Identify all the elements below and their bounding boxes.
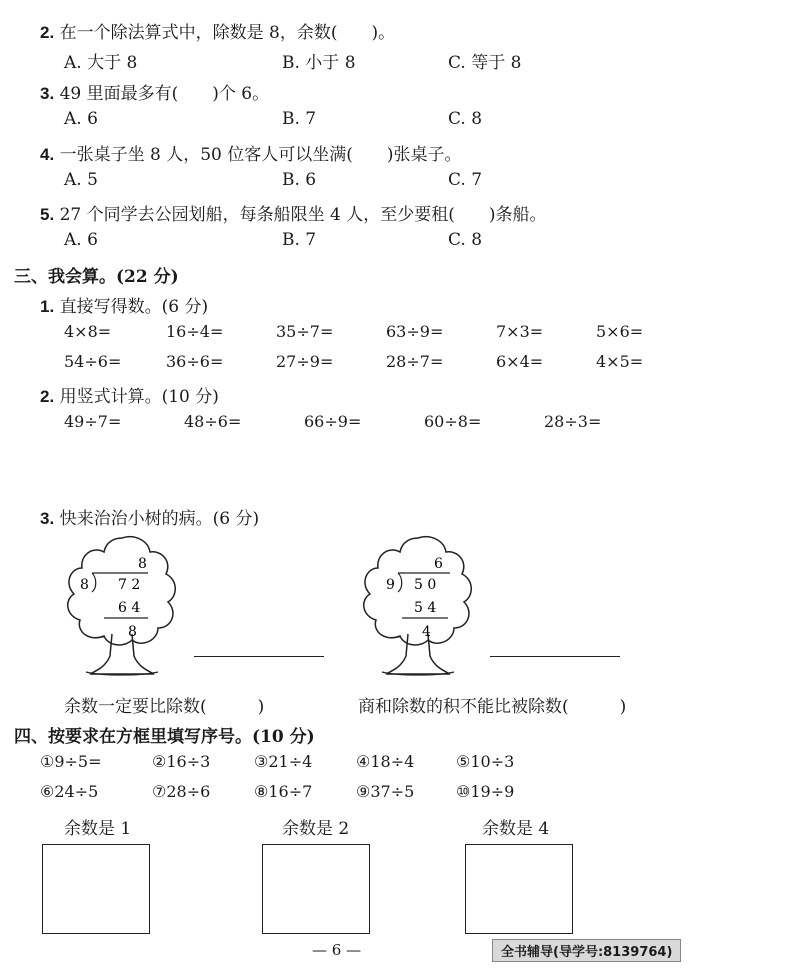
divisor: 8 — [80, 577, 89, 593]
question-3 — [40, 79, 269, 104]
question-number: 3. — [40, 509, 55, 528]
dividend: 5 0 — [414, 577, 437, 593]
guide-badge: 全书辅导(导学号:8139764) — [492, 939, 681, 962]
answer-blank-2[interactable] — [490, 656, 620, 657]
calc-item: 63÷9= — [386, 322, 444, 341]
division-item: ①9÷5= — [40, 752, 102, 771]
question-number: 4. — [40, 145, 55, 164]
question-5 — [40, 200, 547, 225]
calc-item: 4×5= — [596, 352, 644, 371]
calc-item: 5×6= — [596, 322, 644, 341]
dividend: 7 2 — [118, 577, 141, 593]
option-c: C. 7 — [448, 170, 483, 190]
remainder: 4 — [422, 624, 431, 640]
divisor: 9 — [386, 577, 395, 593]
answer-box-2[interactable] — [262, 844, 370, 934]
calc-item: 16÷4= — [166, 322, 224, 341]
division-item: ⑧16÷7 — [254, 782, 313, 801]
question-text: 直接写得数。(6 分) — [59, 297, 209, 317]
division-item: ③21÷4 — [254, 752, 313, 771]
option-a: A. 6 — [64, 109, 98, 129]
division-item: ⑩19÷9 — [456, 782, 515, 801]
question-text: 在一个除法算式中，除数是 8，余数( )。 — [59, 23, 396, 43]
question-text: 快来治治小树的病。(6 分) — [59, 509, 260, 529]
division-item: ⑤10÷3 — [456, 752, 515, 771]
question-text: 49 里面最多有( )个 6。 — [59, 84, 270, 104]
division-item: ⑥24÷5 — [40, 782, 99, 801]
section-3-title: 三、我会算。(22 分) — [14, 267, 179, 287]
calc-item: 54÷6= — [64, 352, 122, 371]
calc-item: 27÷9= — [276, 352, 334, 371]
caption-2: 商和除数的积不能比被除数( ) — [358, 697, 627, 717]
question-4 — [40, 140, 462, 165]
sub-question-3 — [40, 504, 259, 529]
question-number: 2. — [40, 23, 55, 42]
option-b: B. 7 — [282, 230, 317, 250]
calc-item: 48÷6= — [184, 412, 242, 431]
tree-trunk — [90, 634, 154, 674]
option-c: C. 8 — [448, 109, 483, 129]
caption-1: 余数一定要比除数( ) — [64, 697, 265, 717]
tree-illustration-2 — [358, 530, 478, 680]
answer-box-3[interactable] — [465, 844, 573, 934]
division-bracket — [92, 573, 96, 592]
sub-question-2 — [40, 382, 219, 407]
question-text: 一张桌子坐 8 人，50 位客人可以坐满( )张桌子。 — [59, 145, 462, 165]
question-text: 用竖式计算。(10 分) — [59, 387, 219, 407]
product: 6 4 — [118, 600, 141, 616]
box-label-1: 余数是 1 — [64, 819, 132, 839]
sub-question-1 — [40, 292, 208, 317]
question-number: 1. — [40, 297, 55, 316]
product: 5 4 — [414, 600, 437, 616]
question-2 — [40, 18, 395, 43]
division-item: ②16÷3 — [152, 752, 211, 771]
answer-blank-1[interactable] — [194, 656, 324, 657]
option-a: A. 6 — [64, 230, 98, 250]
calc-item: 35÷7= — [276, 322, 334, 341]
calc-item: 36÷6= — [166, 352, 224, 371]
calc-item: 6×4= — [496, 352, 544, 371]
section-4-title: 四、按要求在方框里填写序号。(10 分) — [14, 727, 315, 747]
box-label-2: 余数是 2 — [282, 819, 350, 839]
quotient: 6 — [434, 556, 443, 572]
calc-item: 60÷8= — [424, 412, 482, 431]
division-item: ④18÷4 — [356, 752, 415, 771]
division-item: ⑦28÷6 — [152, 782, 211, 801]
calc-item: 66÷9= — [304, 412, 362, 431]
box-label-3: 余数是 4 — [482, 819, 550, 839]
answer-box-1[interactable] — [42, 844, 150, 934]
quotient: 8 — [138, 556, 147, 572]
calc-item: 28÷3= — [544, 412, 602, 431]
option-c: C. 等于 8 — [448, 53, 522, 73]
division-item: ⑨37÷5 — [356, 782, 415, 801]
calc-item: 28÷7= — [386, 352, 444, 371]
calc-item: 7×3= — [496, 322, 544, 341]
option-a: A. 5 — [64, 170, 98, 190]
division-bracket — [398, 573, 402, 592]
question-number: 2. — [40, 387, 55, 406]
tree-trunk — [386, 634, 450, 674]
remainder: 8 — [128, 624, 137, 640]
option-c: C. 8 — [448, 230, 483, 250]
option-b: B. 7 — [282, 109, 317, 129]
tree-illustration-1 — [62, 530, 182, 680]
question-text: 27 个同学去公园划船，每条船限坐 4 人，至少要租( )条船。 — [59, 205, 547, 225]
page-number: — 6 — — [312, 941, 362, 959]
option-b: B. 小于 8 — [282, 53, 356, 73]
question-number: 3. — [40, 84, 55, 103]
question-number: 5. — [40, 205, 55, 224]
calc-item: 49÷7= — [64, 412, 122, 431]
calc-item: 4×8= — [64, 322, 112, 341]
option-b: B. 6 — [282, 170, 317, 190]
option-a: A. 大于 8 — [64, 53, 138, 73]
